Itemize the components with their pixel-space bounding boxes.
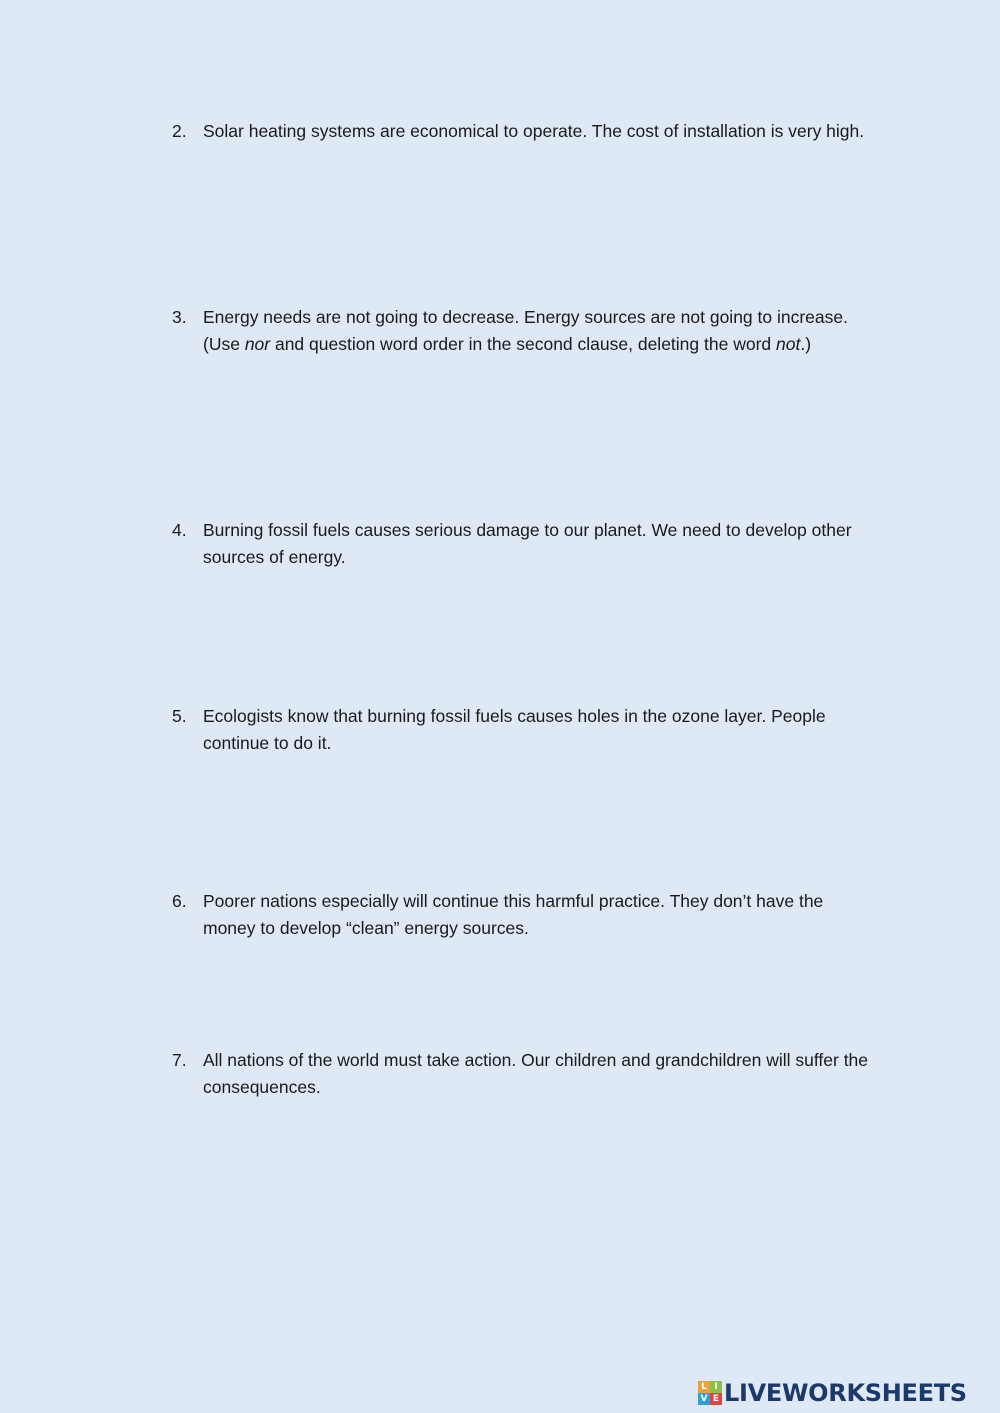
logo-letter: E [710,1393,722,1405]
question-text-part: All nations of the world must take action. Our children and grandchildren will suffer the consequences. [203,1050,869,1097]
question-text [203,304,872,357]
question-item-3 [172,304,872,357]
question-text-part: .) [800,333,812,354]
liveworksheets-brand[interactable] [698,1378,967,1408]
question-text-part: Energy needs are not going to decrease. Energy sources are not going to increase. (Use [203,307,848,354]
logo-letter: V [698,1393,710,1405]
question-number: 6. [172,891,187,911]
question-text-part: and question word order in the second clause, deleting the word [270,333,776,354]
question-text-italic: nor [244,333,271,354]
question-text [203,703,872,756]
logo-letter: L [698,1381,710,1393]
question-text-part: Ecologists know that burning fossil fuels causes holes in the ozone layer. People continue to do it. [203,706,826,753]
question-text [203,118,872,145]
question-number: 3. [172,307,187,327]
question-text-part: Burning fossil fuels causes serious damage to our planet. We need to develop other sources of energy. [203,520,852,567]
brand-wordmark: LIVEWORKSHEETS [724,1379,967,1407]
question-text [203,517,872,570]
question-text [203,888,872,941]
question-number: 4. [172,520,187,540]
question-text [203,1047,872,1100]
question-item-4 [172,517,872,570]
question-item-6 [172,888,872,941]
logo-letter: I [710,1381,722,1393]
question-text-italic: not [776,333,801,354]
question-number: 5. [172,706,187,726]
question-item-5 [172,703,872,756]
question-number: 7. [172,1050,187,1070]
question-text-part: Poorer nations especially will continue this harmful practice. They don’t have the money to develop “clean” energy sources. [203,891,824,938]
question-number: 2. [172,121,187,141]
question-item-2 [172,118,872,145]
question-item-7 [172,1047,872,1100]
liveworksheets-logo-icon [698,1381,722,1405]
question-text-part: Solar heating systems are economical to operate. The cost of installation is very high. [203,121,865,141]
